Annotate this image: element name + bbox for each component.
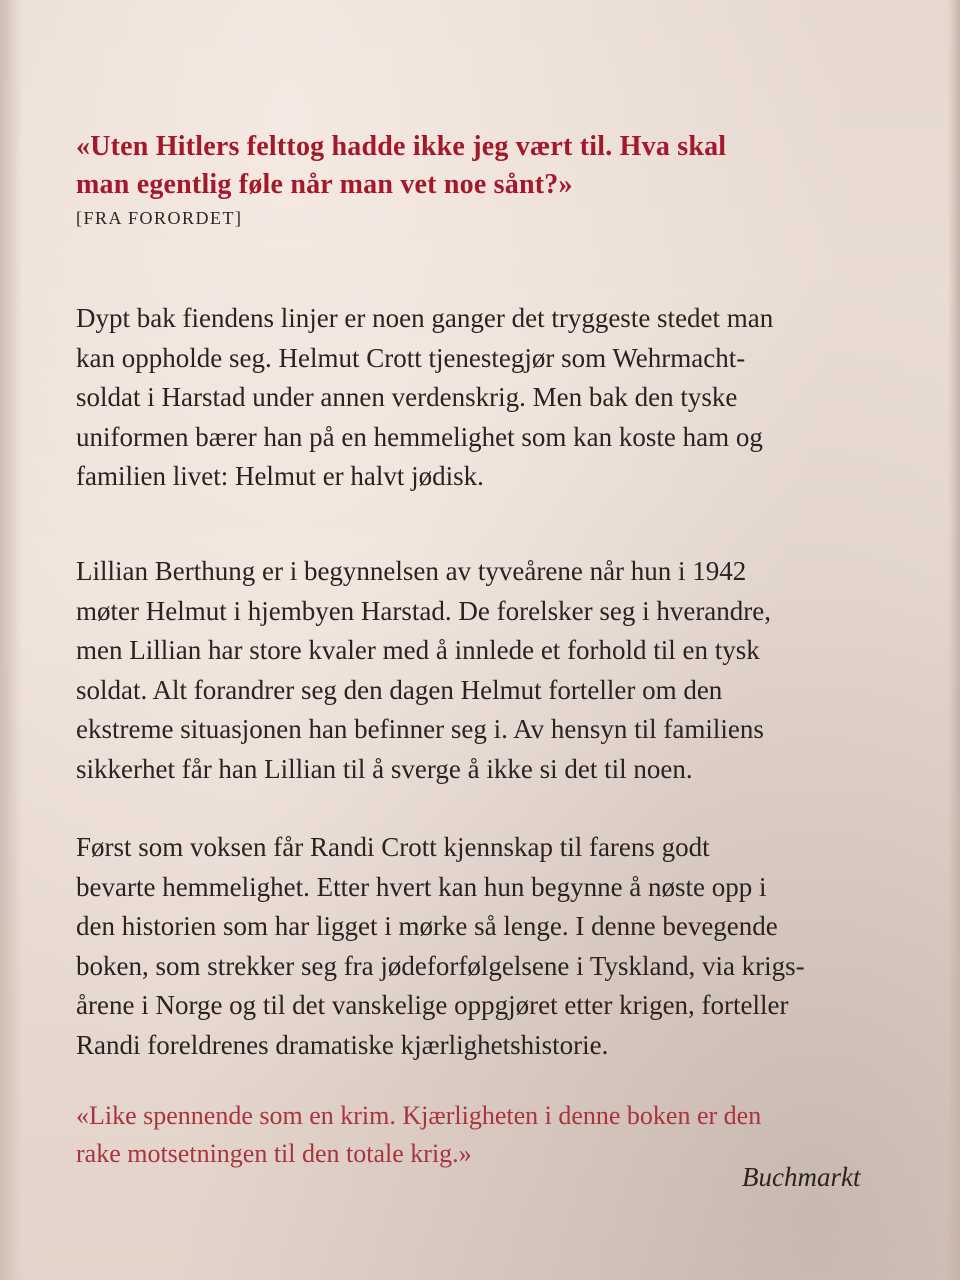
header-quote-source: [FRA FORORDET] <box>76 208 243 228</box>
cover-right-edge-shadow <box>948 0 960 1280</box>
paragraph-line: kan oppholde seg. Helmut Crott tjenestegjør som Wehrmacht- <box>76 342 746 373</box>
paragraph-line: soldat i Harstad under annen verdenskrig. Men bak den tyske <box>76 382 738 412</box>
paragraph-line: årene i Norge og til det vanskelige oppgjøret etter krigen, forteller <box>76 990 789 1020</box>
paragraph-line: ekstreme situasjonen han befinner seg i. Av hensyn til familiens <box>76 714 764 744</box>
blurb-paragraph-2 <box>76 552 896 789</box>
paragraph-line: Randi foreldrenes dramatiske kjærlighetshistorie. <box>76 1029 609 1060</box>
paragraph-line: boken, som strekker seg fra jødeforfølgelsene i Tyskland, via krigs- <box>76 950 805 981</box>
header-quote-line-2: man egentlig føle når man vet noe sånt?» <box>76 169 573 200</box>
review-quote-line-2: rake motsetningen til den totale krig.» <box>76 1139 472 1168</box>
paragraph-line: familien livet: Helmut er halvt jødisk. <box>76 461 484 491</box>
cover-left-edge-shadow <box>0 0 22 1280</box>
paragraph-line: men Lillian har store kvaler med å innlede et forhold til en tysk <box>76 635 760 665</box>
header-quote-line-1: «Uten Hitlers felttog hadde ikke jeg vært til. Hva skal <box>76 131 727 162</box>
blurb-paragraph-1 <box>76 299 896 497</box>
header-quote <box>76 128 876 204</box>
review-attribution: Buchmarkt <box>742 1162 861 1192</box>
paragraph-line: Lillian Berthung er i begynnelsen av tyveårene når hun i 1942 <box>76 556 747 586</box>
paragraph-line: uniformen bærer han på en hemmelighet som kan koste ham og <box>76 421 763 452</box>
paragraph-line: den historien som har ligget i mørke så lenge. I denne bevegende <box>76 911 778 941</box>
paragraph-line: Dypt bak fiendens linjer er noen ganger det tryggeste stedet man <box>76 303 774 333</box>
paragraph-line: møter Helmut i hjembyen Harstad. De forelsker seg i hverandre, <box>76 595 772 626</box>
review-quote-line-1: «Like spennende som en krim. Kjærligheten i denne boken er den <box>76 1101 762 1130</box>
blurb-paragraph-3 <box>76 828 896 1065</box>
paragraph-line: Først som voksen får Randi Crott kjennskap til farens godt <box>76 832 710 862</box>
paragraph-line: soldat. Alt forandrer seg den dagen Helmut forteller om den <box>76 674 723 705</box>
paragraph-line: bevarte hemmelighet. Etter hvert kan hun begynne å nøste opp i <box>76 871 767 902</box>
paragraph-line: sikkerhet får han Lillian til å sverge å ikke si det til noen. <box>76 753 693 784</box>
